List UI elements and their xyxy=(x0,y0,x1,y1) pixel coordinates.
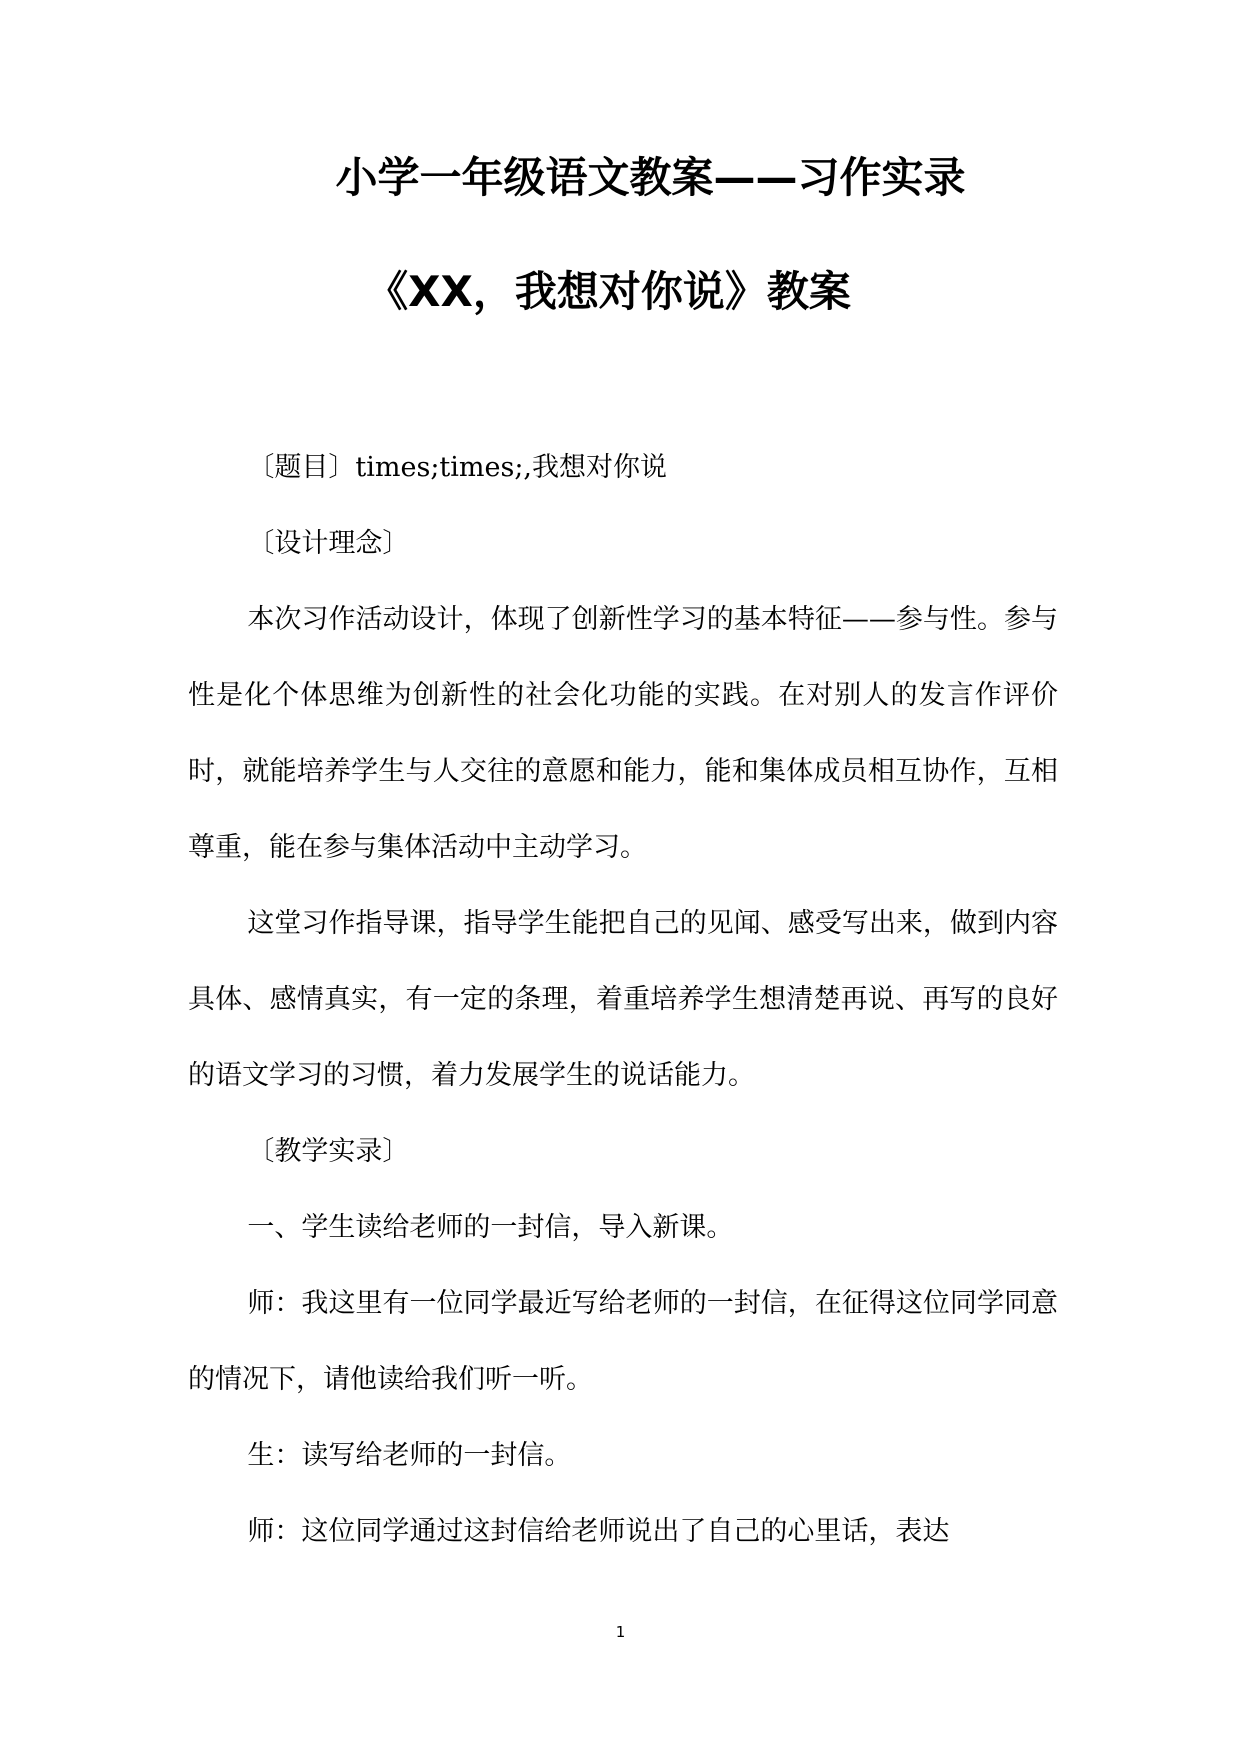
paragraph-record-3: 生：读写给老师的一封信。 xyxy=(247,1440,572,1471)
paragraph-record-1: 一、学生读给老师的一封信，导入新课。 xyxy=(247,1212,734,1243)
paragraph-record-2: 师：我这里有一位同学最近写给老师的一封信，在征得这位同学同意的情况下，请他读给我们听一听。 xyxy=(188,1288,1058,1395)
paragraph-design-heading: 〔设计理念〕 xyxy=(247,528,410,559)
paragraph-design-1: 本次习作活动设计，体现了创新性学习的基本特征——参与性。参与性是化个体思维为创新性的社会化功能的实践。在对别人的发言作评价时，就能培养学生与人交往的意愿和能力，能和集体成员相互协作，互相尊重，能在参与集体活动中主动学习。 xyxy=(188,604,1058,863)
document-body xyxy=(188,430,1058,1570)
document-title-line-2: 《XX，我想对你说》教案 xyxy=(366,267,851,316)
page-number: 1 xyxy=(615,1623,626,1641)
paragraph-design-2: 这堂习作指导课，指导学生能把自己的见闻、感受写出来，做到内容具体、感情真实，有一定的条理，着重培养学生想清楚再说、再写的良好的语文学习的习惯，着力发展学生的说话能力。 xyxy=(188,908,1058,1091)
document-title-line-1: 小学一年级语文教案——习作实录 xyxy=(335,153,966,202)
paragraph-record-4: 师：这位同学通过这封信给老师说出了自己的心里话，表达 xyxy=(247,1516,950,1547)
paragraph-record-heading: 〔教学实录〕 xyxy=(247,1136,410,1167)
paragraph-topic: 〔题目〕times;times;,我想对你说 xyxy=(247,452,668,483)
